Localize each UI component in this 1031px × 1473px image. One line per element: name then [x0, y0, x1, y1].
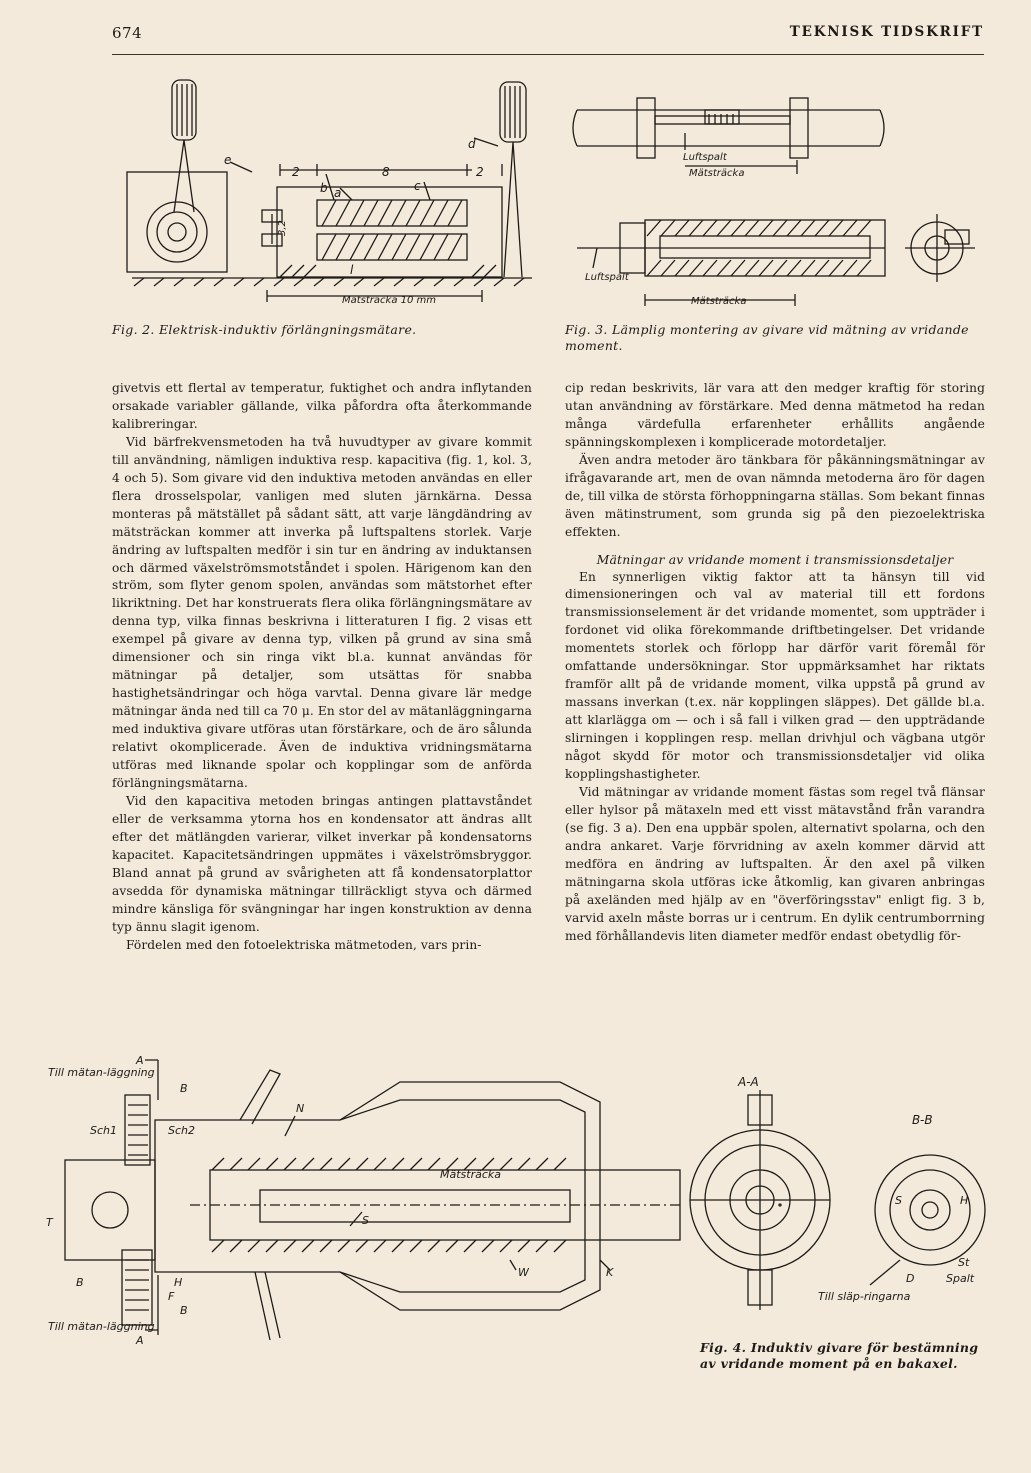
fig2-label-a: a — [334, 186, 342, 200]
fig4-t: T — [46, 1216, 53, 1229]
page-header — [112, 24, 984, 52]
journal-name: TEKNISK TIDSKRIFT — [789, 24, 984, 40]
fig2-label-d: d — [468, 137, 476, 151]
section-heading: Mätningar av vridande moment i transmissionsdetaljer — [596, 551, 954, 567]
right-paragraph-3: En synnerligen viktig faktor att ta hänsyn till vid dimensioneringen och val av material till ett fordons transmissionselement är det vridande momentet, som uppträder i fordonet vid olika förekommande driftbetingelser. Det vridande momentets storlek och förlopp har därför varit föremål för omfattande undersökningar. Stor uppmärksamhet har riktats framför allt på de vridande moment, vilka uppstå på grund av massans inverkan (t.ex. när kopplingen släppes). Det gällde bl.a. att klarlägga om — och i så fall i vilken grad — den uppträdande slirningen i kopplingen resp. mellan drivhjul och vägbana utgör något skydd för motor och transmissionsdetaljer vid olika kopplingshastigheter. — [565, 569, 985, 782]
figure-2-caption — [112, 322, 532, 338]
fig4-s: S — [362, 1214, 369, 1227]
fig4-section-a-top: A — [136, 1054, 144, 1067]
fig2-dim-mid: 8 — [382, 165, 390, 179]
fig2-measuring-length: Mätsträcka 10 mm — [342, 295, 437, 306]
figure-4-caption-text: Induktiv givare för bestämning av vridande moment på en bakaxel. — [700, 1340, 979, 1371]
fig4-section-a-bottom: A — [136, 1334, 144, 1347]
figure-4-caption — [700, 1340, 980, 1372]
figure-3-caption — [565, 322, 985, 354]
header-rule — [112, 54, 984, 55]
fig2-dim-left: 2 — [292, 165, 300, 179]
fig4-h: H — [174, 1276, 183, 1289]
fig4-k: K — [606, 1266, 614, 1279]
left-paragraph-1: givetvis ett flertal av temperatur, fuktighet och andra inflytanden orsakade variabler gällande, vilka påfordra ofta återkommande kalibreringar. — [112, 381, 532, 431]
fig4-w: W — [518, 1266, 529, 1279]
figure-2-caption-label: Fig. 2. — [112, 322, 155, 337]
fig4-b: B — [76, 1276, 84, 1289]
fig4-st: St — [958, 1256, 970, 1269]
fig4-to-cable-bottom: Till mätan-läggning — [48, 1320, 155, 1333]
fig2-dim-vertical: 3,2 — [277, 220, 288, 236]
figure-4-caption-label: Fig. 4. — [700, 1340, 747, 1355]
fig4-section-b-top: B — [180, 1082, 188, 1095]
fig4-n: N — [296, 1102, 305, 1115]
fig2-dim-right: 2 — [476, 165, 484, 179]
fig4-sch1: Sch1 — [90, 1124, 118, 1137]
fig3-measuring-length-bottom: Mätsträcka — [691, 296, 747, 307]
fig4-section-b-bottom: B — [180, 1304, 188, 1317]
page-number: 674 — [112, 24, 143, 42]
fig3-measuring-length-top: Mätsträcka — [689, 168, 745, 179]
fig4-h-bb: H — [960, 1194, 969, 1207]
fig4-gap: Spalt — [946, 1272, 975, 1285]
fig4-sch2: Sch2 — [168, 1124, 196, 1137]
figure-4-drawing — [40, 1040, 720, 1370]
left-column — [112, 380, 532, 955]
fig3-air-gap-top: Luftspalt — [683, 152, 727, 163]
left-paragraph-3: Vid den kapacitiva metoden bringas antingen plattavståndet eller de verksamma ytorna hos en kondensator att ändras allt efter det mätlängden varierar, vilket inverkar på kondensatorns kapacitet. Kapacitetsändringen uppmätes i växelströmsbryggor. Bland annat på grund av svårigheten att få kondensatorplattor avsedda för dynamiska mätningar tillräckligt styva och därmed mindre känsliga för svängningar har ingen konstruktion av denna typ ännu slagit igenom. — [112, 793, 532, 934]
right-paragraph-4: Vid mätningar av vridande moment fästas som regel två flänsar eller hylsor på mätaxeln med ett visst mätavstånd från varandra (se fig. 3 a). Den ena uppbär spolen, alternativt spolarna, och den andra ankaret. Varje förvridning av axeln kommer därvid att medföra en ändring av luftspalten. Är den axel på vilken mätningarna skola utföras icke åtkomlig, kan givaren anbringas på axeländen med hjälp av en "överföringsstav" enligt fig. 3 b, varvid axeln måste borras ur i centrum. En dylik centrumborrning med förhållandevis liten diameter medför endast obetydlig för- — [565, 784, 985, 943]
figure-3-caption-label: Fig. 3. — [565, 322, 608, 337]
fig4-measuring-length: Mätsträcka — [440, 1168, 502, 1181]
fig4-view-bb: B-B — [912, 1113, 933, 1127]
left-paragraph-4: Fördelen med den fotoelektriska mätmetoden, vars prin- — [126, 937, 482, 952]
fig3-air-gap-bottom: Luftspalt — [585, 272, 629, 283]
right-column — [565, 380, 985, 946]
figure-2-caption-text: Elektrisk-induktiv förlängningsmätare. — [158, 322, 417, 337]
fig2-label-l: l — [350, 263, 354, 277]
figure-4-sections — [690, 1070, 990, 1320]
left-paragraph-2: Vid bärfrekvensmetoden ha två huvudtyper av givare kommit till användning, nämligen induktiva resp. kapacitiva (fig. 1, kol. 3, 4 och 5). Som givare vid den induktiva metoden användas en eller flera drosselspolar, vanligen med sluten järnkärna. Dessa monteras på mätstället på sådant sätt, att varje längdändring av mätsträckan kommer att inverka på luftspaltens storlek. Varje ändring av luftspalten medför i sin tur en ändring av induktansen och därmed växelströmsmotståndet i spolen. Härigenom kan den ström, som flyter genom spolen, användas som mätstorhet efter likriktning. Det har konstruerats flera olika förlängningsmätare av denna typ, vilka finnas beskrivna i litteraturen I fig. 2 visas ett exempel på givare av denna typ, vilken på grund av sina små dimensioner och sin ringa vikt bl.a. kunnat användas för mätningar på detaljer, som utsättas för snabba hastighetsändringar och höga varvtal. Denna givare lär medge mätningar ända ned till ca 70 μ. En stor del av mätanläggningarna med induktiva givare utföras utan förstärkare, och de äro sålunda relativt okomplicerade. Även de induktiva vridningsmätarna utföras med liknande spolar och kopplingar som de anförda förlängningsmätarna. — [112, 434, 532, 790]
fig4-view-aa: A-A — [738, 1075, 759, 1089]
fig4-d: D — [906, 1272, 915, 1285]
fig4-to-slip-rings: Till släp-ringarna — [818, 1290, 911, 1303]
fig4-s-bb: S — [895, 1194, 902, 1207]
fig4-to-cable-top: Till mätan-läggning — [48, 1066, 155, 1079]
right-paragraph-2: Även andra metoder äro tänkbara för påkänningsmätningar av ifrågavarande art, men de ovan nämnda metoderna äro för dagen de, till vilka de största förhoppningarna ställas. Som bekant finnas även mätinstrument, som grunda sig på den piezoelektriska effekten. — [565, 452, 985, 539]
fig4-f: F — [168, 1290, 175, 1303]
figure-3-drawing — [565, 88, 985, 310]
right-paragraph-1: cip redan beskrivits, lär vara att den medger kraftig för storing utan användning av förstärkare. Med denna mätmetod ha redan många värdefulla erfarenheter erhållits angående spänningskomplexen i komplicerade motordetaljer. — [565, 381, 985, 449]
fig2-label-b: b — [320, 181, 328, 195]
figure-3-caption-text: Lämplig montering av givare vid mätning av vridande moment. — [565, 322, 969, 353]
figure-2-drawing — [112, 72, 542, 312]
fig2-label-e: e — [224, 153, 232, 167]
fig2-label-c: c — [414, 179, 421, 193]
